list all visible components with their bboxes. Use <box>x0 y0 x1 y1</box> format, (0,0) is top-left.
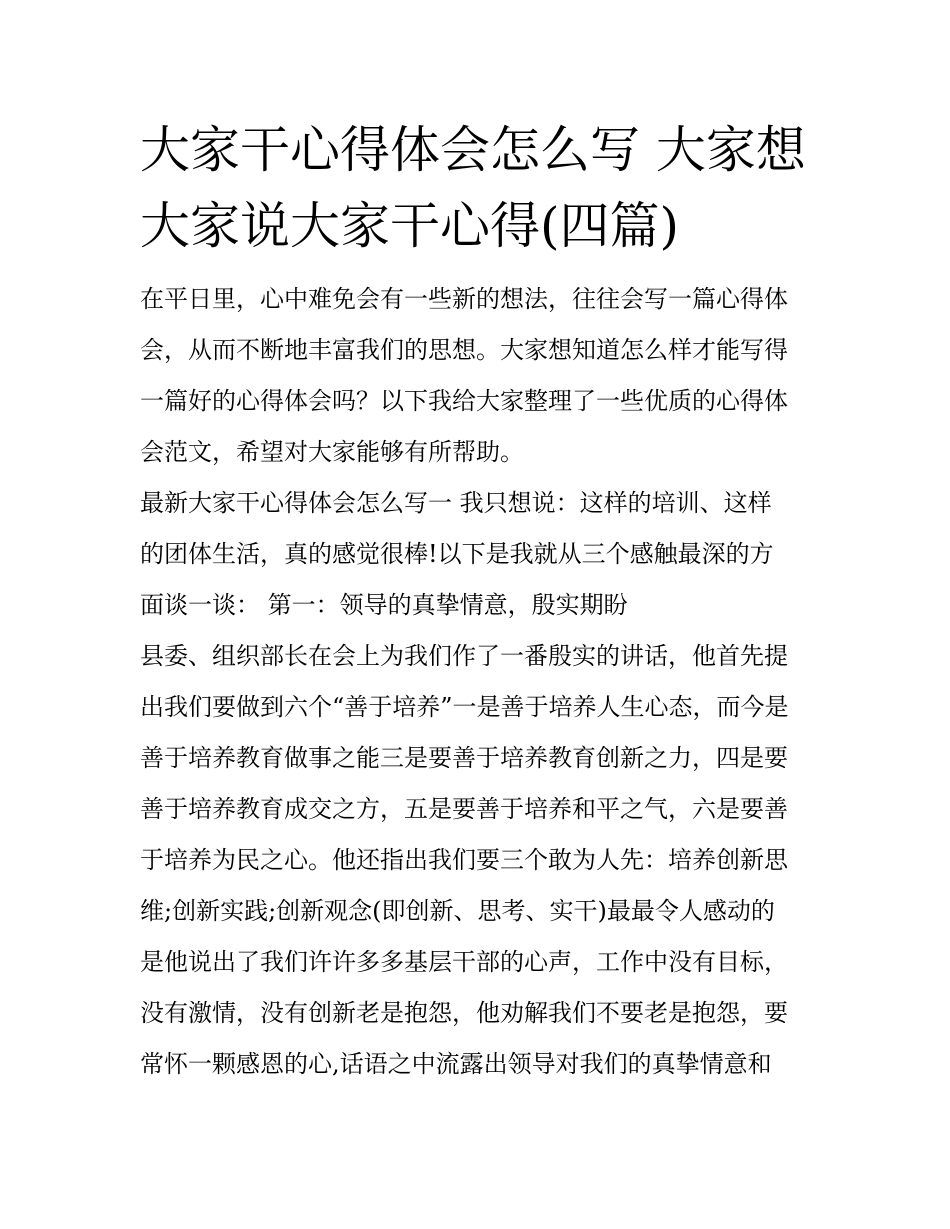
text-line: 县委、组织部长在会上为我们作了一番殷实的讲话，他首先提 <box>140 642 788 670</box>
text-line: 在平日里，心中难免会有一些新的想法，往往会写一篇心得体 <box>140 285 788 313</box>
text-line: 是他说出了我们许许多多基层干部的心声，工作中没有目标， <box>140 948 788 976</box>
text-line: 维;创新实践;创新观念(即创新、思考、实干)最最令人感动的 <box>140 897 775 925</box>
text-line: 于培养为民之心。他还指出我们要三个敢为人先：培养创新思 <box>140 846 788 874</box>
text-line: 一篇好的心得体会吗？以下我给大家整理了一些优质的心得体 <box>140 387 788 415</box>
text-line: 没有激情，没有创新老是抱怨，他劝解我们不要老是抱怨，要 <box>140 999 788 1027</box>
section-one-paragraph <box>140 478 812 631</box>
text-line: 善于培养教育做事之能三是要善于培养教育创新之力，四是要 <box>140 744 788 772</box>
intro-paragraph <box>140 274 812 478</box>
text-line: 善于培养教育成交之方，五是要善于培养和平之气，六是要善 <box>140 795 788 823</box>
text-line: 会，从而不断地丰富我们的思想。大家想知道怎么样才能写得 <box>140 336 788 364</box>
document-title <box>140 112 812 264</box>
title-line: 大家说大家干心得(四篇) <box>140 197 680 255</box>
title-line: 大家干心得体会怎么写 大家想 <box>140 121 806 179</box>
text-line: 最新大家干心得体会怎么写一 我只想说：这样的培训、这样 <box>140 489 772 517</box>
document-body <box>140 112 812 1090</box>
text-line: 面谈一谈： 第一：领导的真挚情意，殷实期盼 <box>140 591 628 619</box>
text-line: 常怀一颗感恩的心,话语之中流露出领导对我们的真挚情意和 <box>140 1050 772 1078</box>
text-line: 的团体生活，真的感觉很棒!以下是我就从三个感触最深的方 <box>140 540 774 568</box>
text-line: 会范文，希望对大家能够有所帮助。 <box>140 438 524 466</box>
text-line: 出我们要做到六个“善于培养”一是善于培养人生心态，而今是 <box>140 693 789 721</box>
body-paragraph <box>140 631 812 1090</box>
